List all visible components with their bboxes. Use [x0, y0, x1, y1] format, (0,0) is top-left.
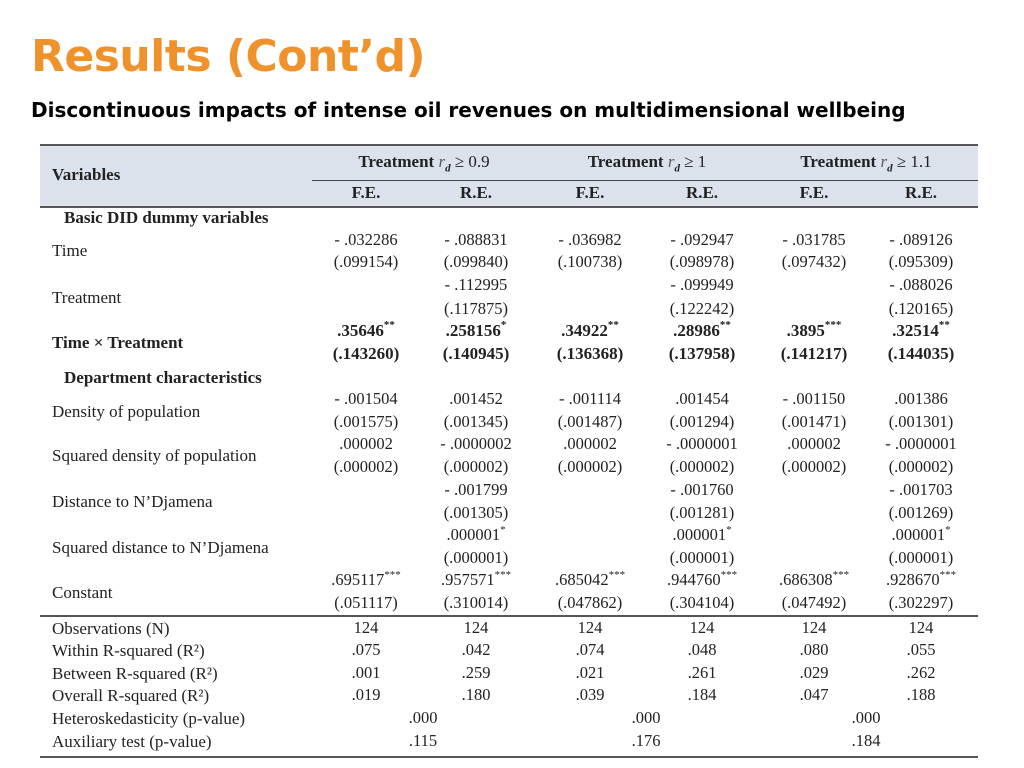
- coef-time-1: - .032286: [334, 230, 398, 249]
- stat-value-3-6: .262: [906, 663, 936, 682]
- stat-value-2-4: .048: [687, 640, 717, 659]
- section-did: Basic DID dummy variables: [64, 208, 269, 227]
- coef-time-treat-4: .28986**: [673, 319, 731, 340]
- test-value-1-3: .000: [851, 708, 881, 727]
- stat-value-3-5: .029: [799, 663, 829, 682]
- stat-value-1-2: 124: [463, 618, 489, 637]
- coef-treatment-2: - .112995: [444, 275, 508, 294]
- page-subtitle: Discontinuous impacts of intense oil revenues on multidimensional wellbeing: [31, 98, 906, 122]
- stat-value-2-1: .075: [351, 640, 381, 659]
- page-title: Results (Cont’d): [31, 31, 426, 82]
- row-label-constant: Constant: [52, 583, 113, 602]
- se-distance-4: (.001281): [669, 503, 735, 522]
- variables-header: Variables: [52, 165, 121, 184]
- coef-treatment-6: - .088026: [889, 275, 953, 294]
- se-time-6: (.095309): [888, 252, 954, 271]
- row-label-time-treatment: Time × Treatment: [52, 333, 184, 352]
- se-sq-density-3: (.000002): [557, 457, 623, 476]
- section-dept: Department characteristics: [64, 368, 262, 387]
- stat-value-3-3: .021: [575, 663, 605, 682]
- se-constant-1: (.051117): [334, 593, 398, 612]
- se-time-treat-3: (.136368): [556, 344, 624, 363]
- test-label-2: Auxiliary test (p-value): [52, 732, 212, 751]
- coef-sq-density-6: - .0000001: [885, 434, 957, 453]
- stat-value-4-2: .180: [461, 685, 491, 704]
- stat-label-1: Observations (N): [52, 619, 170, 638]
- stat-value-3-1: .001: [351, 663, 381, 682]
- significance-stars: ***: [494, 569, 512, 581]
- table-bottom-rule: [40, 756, 978, 758]
- stat-value-3-2: .259: [461, 663, 491, 682]
- se-sq-density-5: (.000002): [781, 457, 847, 476]
- se-sq-distance-4: (.000001): [669, 548, 735, 567]
- stat-value-2-5: .080: [799, 640, 829, 659]
- coef-sq-density-2: - .0000002: [440, 434, 512, 453]
- significance-stars: ***: [824, 319, 842, 331]
- se-time-treat-2: (.140945): [442, 344, 510, 363]
- stat-label-3: Between R-squared (R²): [52, 664, 218, 683]
- se-density-1: (.001575): [333, 412, 399, 431]
- se-sq-distance-6: (.000001): [888, 548, 954, 567]
- se-sq-density-6: (.000002): [888, 457, 954, 476]
- coef-time-4: - .092947: [670, 230, 734, 249]
- se-constant-6: (.302297): [888, 593, 954, 612]
- se-time-1: (.099154): [333, 252, 399, 271]
- coef-sq-distance-2: .000001*: [446, 524, 506, 544]
- coef-time-2: - .088831: [444, 230, 508, 249]
- se-sq-density-1: (.000002): [333, 457, 399, 476]
- coef-time-treat-2: .258156*: [445, 319, 507, 340]
- test-value-1-2: .000: [631, 708, 661, 727]
- coef-density-1: - .001504: [334, 389, 398, 408]
- significance-stars: ***: [832, 569, 850, 581]
- subheader-2: R.E.: [459, 183, 493, 202]
- group-underline: [312, 180, 978, 181]
- group-header-2: Treatment $r_d \ge 1$: [587, 152, 707, 175]
- coef-time-3: - .036982: [558, 230, 622, 249]
- se-treatment-6: (.120165): [888, 299, 954, 318]
- subheader-6: R.E.: [904, 183, 938, 202]
- coef-constant-4: .944760***: [666, 569, 738, 589]
- se-density-2: (.001345): [443, 412, 509, 431]
- stat-value-4-6: .188: [906, 685, 936, 704]
- coef-constant-2: .957571***: [440, 569, 512, 589]
- coef-time-treat-1: .35646**: [337, 319, 395, 340]
- coef-density-6: .001386: [894, 389, 948, 408]
- significance-stars: *: [726, 524, 732, 536]
- se-time-treat-6: (.144035): [887, 344, 955, 363]
- test-value-1-1: .000: [408, 708, 438, 727]
- se-sq-density-4: (.000002): [669, 457, 735, 476]
- se-constant-3: (.047862): [557, 593, 623, 612]
- se-constant-5: (.047492): [781, 593, 847, 612]
- se-time-2: (.099840): [443, 252, 509, 271]
- se-distance-6: (.001269): [888, 503, 954, 522]
- subheader-1: F.E.: [351, 183, 381, 202]
- test-value-2-3: .184: [851, 731, 881, 750]
- stat-value-2-2: .042: [461, 640, 491, 659]
- coef-sq-distance-6: .000001*: [891, 524, 951, 544]
- stat-value-4-4: .184: [687, 685, 717, 704]
- row-label-density: Density of population: [52, 402, 201, 421]
- significance-stars: **: [938, 319, 950, 331]
- coef-distance-4: - .001760: [670, 480, 734, 499]
- coef-constant-5: .686308***: [778, 569, 850, 589]
- row-label-sq-distance: Squared distance to N’Djamena: [52, 538, 269, 557]
- coef-treatment-4: - .099949: [670, 275, 734, 294]
- coef-distance-6: - .001703: [889, 480, 953, 499]
- se-density-5: (.001471): [781, 412, 847, 431]
- se-sq-distance-2: (.000001): [443, 548, 509, 567]
- stat-value-1-5: 124: [801, 618, 827, 637]
- subheader-3: F.E.: [575, 183, 605, 202]
- significance-stars: ***: [608, 569, 626, 581]
- coef-density-3: - .001114: [558, 389, 622, 408]
- coef-constant-1: .695117***: [331, 569, 401, 589]
- test-label-1: Heteroskedasticity (p-value): [52, 709, 246, 728]
- se-density-4: (.001294): [669, 412, 735, 431]
- subheader-5: F.E.: [799, 183, 829, 202]
- significance-stars: *: [500, 319, 507, 331]
- stat-label-2: Within R-squared (R²): [52, 641, 205, 660]
- coef-density-5: - .001150: [782, 389, 846, 408]
- se-time-4: (.098978): [669, 252, 735, 271]
- table-top-rule: [40, 144, 978, 146]
- stat-value-1-6: 124: [908, 618, 934, 637]
- se-constant-4: (.304104): [669, 593, 735, 612]
- coef-time-treat-3: .34922**: [561, 319, 619, 340]
- stat-label-4: Overall R-squared (R²): [52, 686, 210, 705]
- se-distance-2: (.001305): [443, 503, 509, 522]
- test-value-2-1: .115: [408, 731, 438, 750]
- significance-stars: ***: [720, 569, 738, 581]
- coef-sq-density-4: - .0000001: [666, 434, 738, 453]
- subheader-4: R.E.: [685, 183, 719, 202]
- group-header-3: Treatment $r_d \ge 1.1$: [800, 152, 932, 175]
- coef-sq-distance-4: .000001*: [672, 524, 732, 544]
- significance-stars: **: [719, 319, 731, 331]
- se-time-treat-5: (.141217): [780, 344, 848, 363]
- se-time-3: (.100738): [557, 252, 623, 271]
- coef-distance-2: - .001799: [444, 480, 508, 499]
- se-density-3: (.001487): [557, 412, 623, 431]
- regression-table: [40, 144, 978, 758]
- stat-value-2-6: .055: [906, 640, 936, 659]
- stat-value-1-4: 124: [689, 618, 715, 637]
- se-time-treat-1: (.143260): [332, 344, 400, 363]
- se-density-6: (.001301): [888, 412, 954, 431]
- row-label-sq-density: Squared density of population: [52, 446, 257, 465]
- stat-value-2-3: .074: [575, 640, 605, 659]
- test-value-2-2: .176: [631, 731, 661, 750]
- coef-density-2: .001452: [449, 389, 503, 408]
- coef-time-treat-5: .3895***: [786, 319, 842, 340]
- row-label-treatment: Treatment: [52, 288, 122, 307]
- row-label-distance: Distance to N’Djamena: [52, 492, 213, 511]
- stats-divider-rule: [40, 615, 978, 617]
- coef-time-6: - .089126: [889, 230, 953, 249]
- stat-value-1-3: 124: [577, 618, 603, 637]
- significance-stars: ***: [939, 569, 957, 581]
- significance-stars: ***: [384, 569, 401, 581]
- se-treatment-4: (.122242): [669, 299, 735, 318]
- stat-value-4-5: .047: [799, 685, 829, 704]
- se-time-5: (.097432): [781, 252, 847, 271]
- se-constant-2: (.310014): [443, 593, 509, 612]
- stat-value-3-4: .261: [687, 663, 717, 682]
- stat-value-4-3: .039: [575, 685, 605, 704]
- se-sq-density-2: (.000002): [443, 457, 509, 476]
- se-treatment-2: (.117875): [443, 299, 509, 318]
- significance-stars: *: [945, 524, 951, 536]
- stat-value-1-1: 124: [353, 618, 379, 637]
- coef-time-treat-6: .32514**: [892, 319, 950, 340]
- coef-density-4: .001454: [675, 389, 729, 408]
- coef-constant-6: .928670***: [885, 569, 957, 589]
- coef-sq-density-1: .000002: [339, 434, 393, 453]
- coef-sq-density-3: .000002: [563, 434, 617, 453]
- coef-time-5: - .031785: [782, 230, 846, 249]
- se-time-treat-4: (.137958): [668, 344, 736, 363]
- significance-stars: **: [383, 319, 395, 331]
- row-label-time: Time: [52, 241, 88, 260]
- coef-sq-density-5: .000002: [787, 434, 841, 453]
- stat-value-4-1: .019: [351, 685, 381, 704]
- significance-stars: **: [607, 319, 619, 331]
- coef-constant-3: .685042***: [554, 569, 626, 589]
- group-header-1: Treatment $r_d \ge 0.9$: [358, 152, 490, 175]
- significance-stars: *: [500, 524, 506, 536]
